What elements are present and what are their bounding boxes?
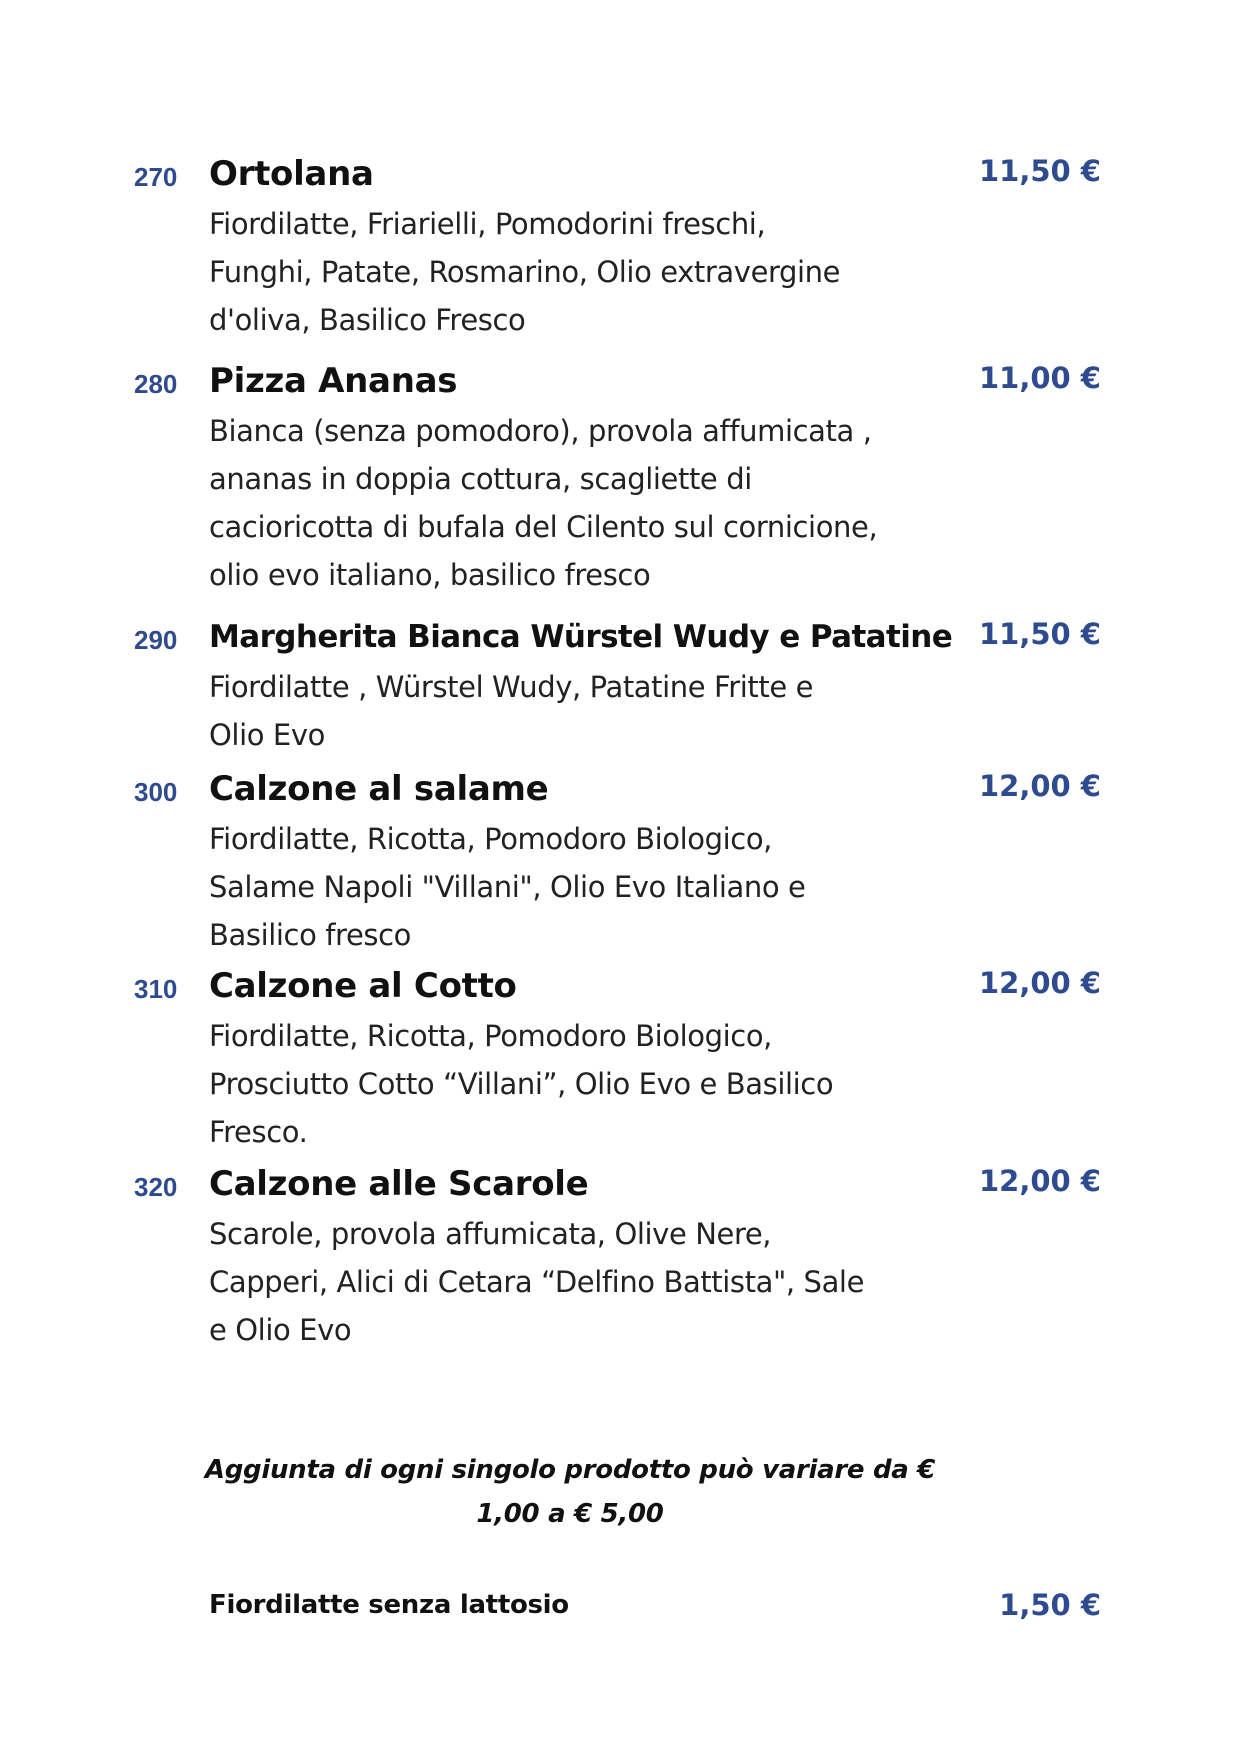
- item-number: 320: [134, 1172, 178, 1202]
- note-line: Aggiunta di ogni singolo prodotto può variare da €: [204, 1455, 936, 1485]
- item-price: 11,50 €: [978, 154, 1101, 188]
- item-number: 290: [134, 625, 178, 655]
- item-price: 11,00 €: [978, 361, 1101, 395]
- item-description: [209, 815, 969, 959]
- description-line: Fiordilatte, Ricotta, Pomodoro Biologico,: [209, 822, 772, 856]
- item-number: 270: [134, 162, 178, 192]
- item-name: Calzone al Cotto: [209, 966, 517, 1006]
- description-line: d'oliva, Basilico Fresco: [209, 303, 526, 337]
- description-line: e Olio Evo: [209, 1313, 352, 1347]
- item-name: Margherita Bianca Würstel Wudy e Patatine: [209, 619, 953, 655]
- description-line: Capperi, Alici di Cetara “Delfino Battista", Sale: [209, 1265, 865, 1299]
- item-price: 12,00 €: [978, 966, 1101, 1000]
- description-line: Fiordilatte, Friarielli, Pomodorini freschi,: [209, 207, 766, 241]
- extra-item-name: Fiordilatte senza lattosio: [209, 1590, 569, 1620]
- item-price: 12,00 €: [978, 1164, 1101, 1198]
- note-line: 1,00 a € 5,00: [476, 1499, 664, 1529]
- item-name: Calzone al salame: [209, 769, 549, 809]
- description-line: Olio Evo: [209, 718, 325, 752]
- item-name: Ortolana: [209, 154, 374, 194]
- description-line: Fiordilatte, Ricotta, Pomodoro Biologico,: [209, 1019, 772, 1053]
- item-description: [209, 407, 969, 599]
- item-description: [209, 663, 969, 759]
- description-line: Bianca (senza pomodoro), provola affumicata ,: [209, 414, 872, 448]
- item-price: 11,50 €: [978, 617, 1101, 651]
- description-line: Scarole, provola affumicata, Olive Nere,: [209, 1217, 772, 1251]
- description-line: Salame Napoli "Villani", Olio Evo Italiano e: [209, 870, 806, 904]
- item-price: 12,00 €: [978, 769, 1101, 803]
- item-description: [209, 1012, 969, 1156]
- extra-item-price: 1,50 €: [999, 1588, 1101, 1622]
- description-line: cacioricotta di bufala del Cilento sul cornicione,: [209, 510, 878, 544]
- additions-note: [0, 1448, 1140, 1536]
- item-description: [209, 1210, 969, 1354]
- item-number: 300: [134, 777, 178, 807]
- item-description: [209, 200, 969, 344]
- description-line: Fiordilatte , Würstel Wudy, Patatine Fritte e: [209, 670, 814, 704]
- item-name: Calzone alle Scarole: [209, 1164, 589, 1204]
- item-number: 280: [134, 369, 178, 399]
- description-line: ananas in doppia cottura, scagliette di: [209, 462, 752, 496]
- item-number: 310: [134, 974, 178, 1004]
- description-line: Funghi, Patate, Rosmarino, Olio extravergine: [209, 255, 841, 289]
- description-line: Basilico fresco: [209, 918, 411, 952]
- description-line: Fresco.: [209, 1115, 308, 1149]
- description-line: Prosciutto Cotto “Villani”, Olio Evo e Basilico: [209, 1067, 834, 1101]
- item-name: Pizza Ananas: [209, 361, 458, 401]
- description-line: olio evo italiano, basilico fresco: [209, 558, 651, 592]
